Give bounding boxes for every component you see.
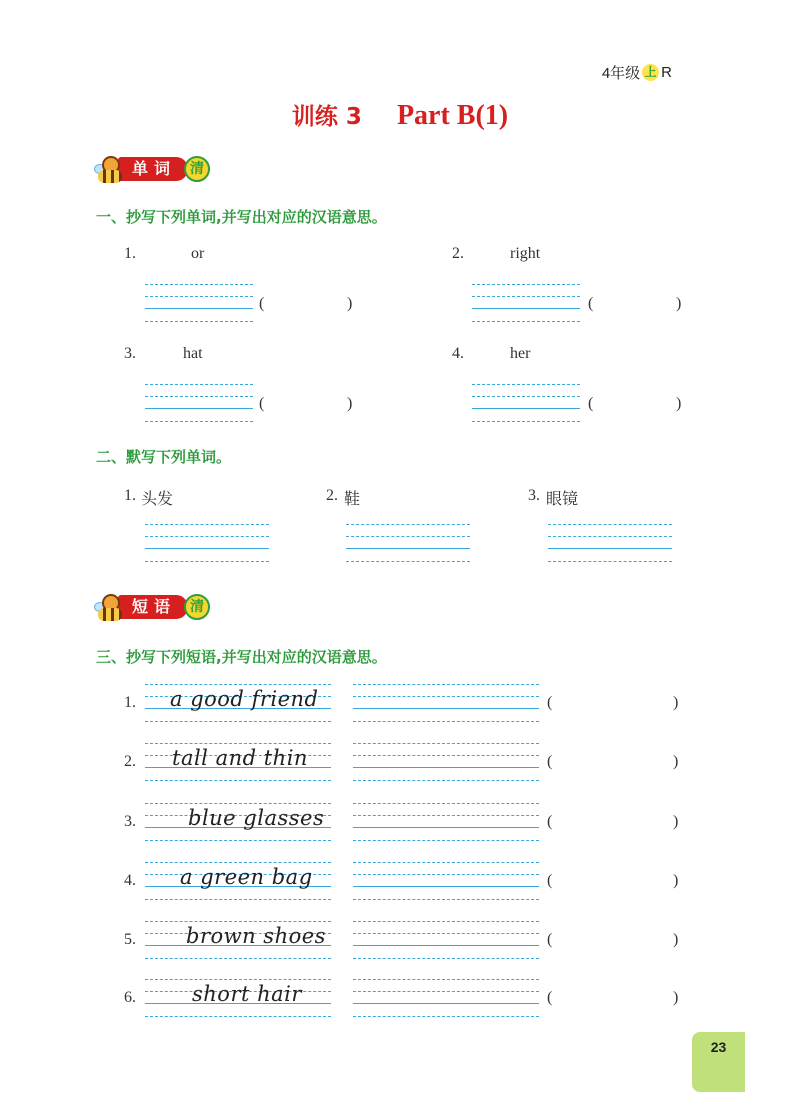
q2-item-number: 1. [124, 487, 136, 504]
writing-lines[interactable] [353, 803, 539, 841]
paren-open: ( [547, 931, 553, 948]
q2-item-word: 鞋 [344, 489, 361, 508]
phrase-text: tall and thin [172, 746, 308, 770]
q1-item-number: 3. [124, 345, 136, 362]
paren-open: ( [547, 753, 553, 770]
paren-close: ) [673, 931, 679, 948]
phrase-text: brown shoes [186, 924, 326, 948]
q3-item-number: 1. [124, 694, 136, 711]
paren-close: ) [673, 694, 679, 711]
writing-lines[interactable] [472, 284, 580, 322]
title-chinese: 训练 3 [291, 104, 362, 130]
title-english: Part B(1) [396, 100, 509, 131]
question-2-title: 二、默写下列单词。 [96, 448, 232, 466]
q1-item-number: 4. [452, 345, 464, 362]
q3-item-number: 4. [124, 872, 136, 889]
writing-lines[interactable] [145, 524, 269, 562]
phrase-text: a good friend [170, 687, 319, 711]
paren-open: ( [259, 295, 265, 312]
q1-item-word: right [510, 245, 541, 262]
writing-lines[interactable] [145, 384, 253, 422]
grade-suffix: R [661, 64, 672, 81]
q2-item-word: 眼镜 [546, 489, 579, 508]
writing-lines[interactable] [353, 743, 539, 781]
qing-badge: 清 [184, 156, 210, 182]
page-title [0, 98, 800, 132]
paren-open: ( [547, 694, 553, 711]
phrase-text: a green bag [180, 865, 313, 889]
question-3-title: 三、抄写下列短语,并写出对应的汉语意思。 [96, 648, 387, 666]
paren-open: ( [259, 395, 265, 412]
section-label: 短语 [118, 595, 188, 619]
q1-item-number: 1. [124, 245, 136, 262]
q3-item-number: 6. [124, 989, 136, 1006]
paren-close: ) [676, 395, 682, 412]
writing-lines[interactable] [353, 862, 539, 900]
grade-prefix: 4年级 [601, 65, 641, 82]
writing-lines[interactable] [145, 284, 253, 322]
grade-label [602, 62, 672, 83]
q2-item-number: 3. [528, 487, 540, 504]
grade-badge: 上 [642, 64, 659, 81]
q1-item-word: or [191, 245, 205, 262]
writing-lines[interactable] [353, 684, 539, 722]
section-banner-words [96, 152, 210, 186]
page-number: 23 [692, 1032, 745, 1092]
paren-open: ( [547, 872, 553, 889]
qing-badge: 清 [184, 594, 210, 620]
q1-item-number: 2. [452, 245, 464, 262]
q3-item-number: 3. [124, 813, 136, 830]
phrase-text: short hair [192, 982, 302, 1006]
paren-close: ) [673, 813, 679, 830]
writing-lines[interactable] [346, 524, 470, 562]
paren-close: ) [676, 295, 682, 312]
bee-icon [96, 592, 124, 622]
paren-close: ) [673, 989, 679, 1006]
q3-item-number: 5. [124, 931, 136, 948]
paren-open: ( [588, 295, 594, 312]
paren-close: ) [347, 395, 353, 412]
question-1-title: 一、抄写下列单词,并写出对应的汉语意思。 [96, 208, 387, 226]
q2-item-number: 2. [326, 487, 338, 504]
paren-close: ) [673, 872, 679, 889]
section-banner-phrases [96, 590, 210, 624]
phrase-text: blue glasses [188, 806, 325, 830]
q2-item-word: 头发 [141, 489, 174, 508]
writing-lines[interactable] [548, 524, 672, 562]
writing-lines[interactable] [353, 921, 539, 959]
writing-lines[interactable] [472, 384, 580, 422]
paren-open: ( [588, 395, 594, 412]
paren-open: ( [547, 813, 553, 830]
section-label: 单词 [118, 157, 188, 181]
bee-icon [96, 154, 124, 184]
q1-item-word: hat [183, 345, 203, 362]
writing-lines[interactable] [353, 979, 539, 1017]
q1-item-word: her [510, 345, 531, 362]
q3-item-number: 2. [124, 753, 136, 770]
paren-open: ( [547, 989, 553, 1006]
paren-close: ) [673, 753, 679, 770]
paren-close: ) [347, 295, 353, 312]
